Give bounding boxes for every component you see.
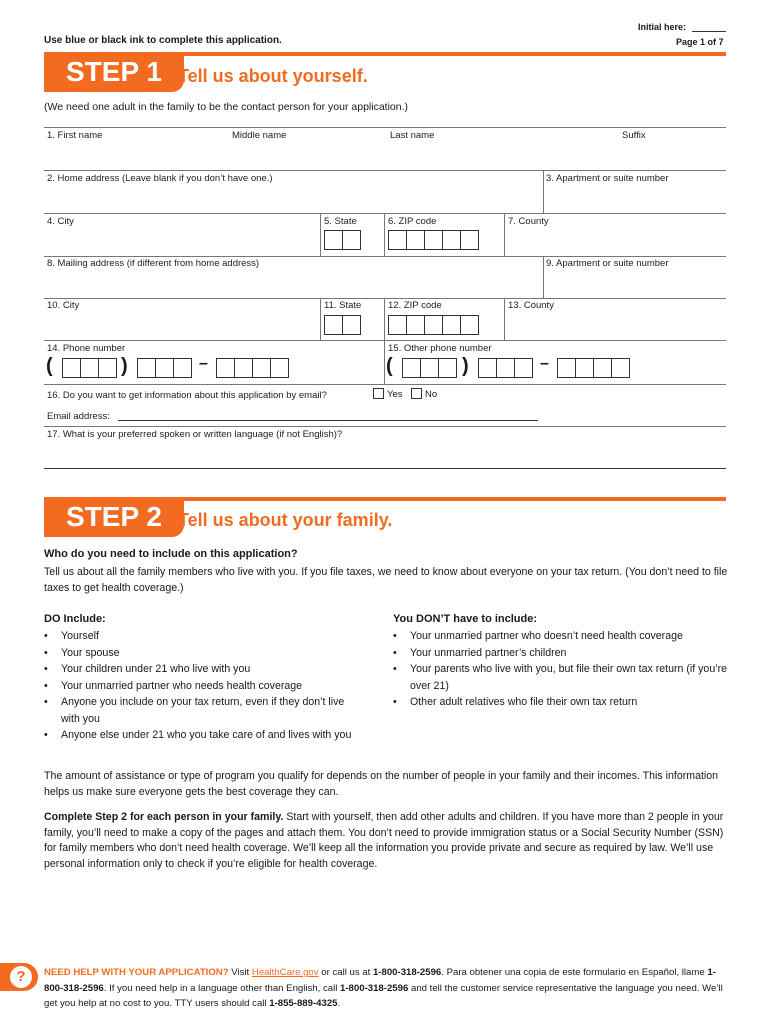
last-name-label: Last name xyxy=(390,130,435,141)
row5-div1 xyxy=(320,298,321,340)
zip-boxes-2[interactable] xyxy=(388,315,478,335)
help-visit: Visit xyxy=(228,967,252,978)
city-label-2: 10. City xyxy=(47,300,80,311)
complete-text xyxy=(44,810,734,872)
initial-line[interactable] xyxy=(692,31,726,32)
tty-phone: 1-855-889-4325 xyxy=(269,998,338,1009)
list-item: • Other adult relatives who file their own tax return xyxy=(393,694,733,711)
help-footer xyxy=(44,965,734,1012)
apt-label-1: 3. Apartment or suite number xyxy=(546,173,669,184)
complete-bold: Complete Step 2 for each person in your family. xyxy=(44,811,284,823)
state-label-1: 5. State xyxy=(324,216,357,227)
email-address-label: Email address: xyxy=(47,411,110,422)
row4-top xyxy=(44,256,726,257)
do-include-heading: DO Include: xyxy=(44,613,106,625)
list-item: • Your spouse xyxy=(44,645,354,662)
step2-title: Tell us about your family. xyxy=(178,510,393,530)
county-label-2: 13. County xyxy=(508,300,554,311)
other-phone-open-paren: ( xyxy=(386,355,393,377)
who-text: Tell us about all the family members who live with you. If you file taxes, we need to know about everyone on your tax return. (You don’t need to file taxes to get health coverage.) xyxy=(44,566,728,594)
row3-div1 xyxy=(320,213,321,256)
row3-div3 xyxy=(504,213,505,256)
row5-top xyxy=(44,298,726,299)
phone-close-paren: ) xyxy=(121,355,128,377)
apt-label-2: 9. Apartment or suite number xyxy=(546,258,669,269)
email-question: 16. Do you want to get information about this application by email? xyxy=(47,390,327,401)
row2-divider xyxy=(543,170,544,213)
county-label-1: 7. County xyxy=(508,216,549,227)
row5-div3 xyxy=(504,298,505,340)
page-number: Page 1 of 7 xyxy=(676,37,724,47)
phone-line-boxes[interactable] xyxy=(216,358,288,378)
state-boxes-1[interactable] xyxy=(324,230,360,250)
help-end: . xyxy=(337,998,341,1009)
no-checkbox[interactable] xyxy=(411,388,422,399)
step1-title: Tell us about yourself. xyxy=(178,66,368,86)
phone-prefix-boxes[interactable] xyxy=(137,358,191,378)
step2-tab: STEP 2 xyxy=(44,497,184,537)
zip-label-2: 12. ZIP code xyxy=(388,300,442,311)
state-boxes-2[interactable] xyxy=(324,315,360,335)
list-item: • Your unmarried partner who doesn’t need health coverage xyxy=(393,628,733,645)
no-label: No xyxy=(425,389,438,400)
list-item: • Your parents who live with you, but file their own tax return (if you’re over 21) xyxy=(393,661,733,694)
help-tell-rep: and tell the customer service representative the language you need. We’ll get you help at no cost to you. TTY users should call xyxy=(44,982,723,1009)
email-no-option[interactable] xyxy=(411,388,437,400)
other-phone-dash: – xyxy=(540,355,549,372)
row3-top xyxy=(44,213,726,214)
who-heading: Who do you need to include on this application? xyxy=(44,548,298,560)
phone-dash: – xyxy=(199,355,208,372)
mailing-address-label: 8. Mailing address (if different from home address) xyxy=(47,258,260,269)
initial-label: Initial here: xyxy=(638,22,687,32)
home-address-field[interactable] xyxy=(44,184,542,212)
row2-top xyxy=(44,170,726,171)
list-item: • Anyone else under 21 who you take care of and lives with you xyxy=(44,727,354,744)
other-phone-area-boxes[interactable] xyxy=(402,358,456,378)
row3-div2 xyxy=(384,213,385,256)
first-name-label: 1. First name xyxy=(47,130,103,141)
language-label: 17. What is your preferred spoken or written language (if not English)? xyxy=(47,429,343,440)
row1-top xyxy=(44,127,726,128)
step1-tab: STEP 1 xyxy=(44,52,184,92)
row6-div xyxy=(384,340,385,384)
row4-divider xyxy=(543,256,544,298)
name-field[interactable] xyxy=(44,140,726,170)
question-icon: ? xyxy=(10,966,32,988)
help-heading: NEED HELP WITH YOUR APPLICATION? xyxy=(44,967,229,978)
yes-checkbox[interactable] xyxy=(373,388,384,399)
language-field[interactable] xyxy=(44,468,726,469)
list-item: • Your unmarried partner’s children xyxy=(393,645,733,662)
state-label-2: 11. State xyxy=(324,300,362,311)
help-call: or call us at xyxy=(318,967,373,978)
healthcare-link[interactable]: HealthCare.gov xyxy=(251,967,319,978)
list-item: • Your unmarried partner who needs health coverage xyxy=(44,678,354,695)
complete-body: Start with yourself, then add other adults and children. If you have more than 2 people in your family, you’ll need to make a copy of the pages and attach them. You don’t need to provide immigration status or a Social Security Number (SSN) for family members who don’t need health coverage. We’ll keep all the information you provide private and secure as required by law. We’ll use personal information only to check if you’re eligible for health coverage. xyxy=(44,811,724,870)
row6-top xyxy=(44,340,726,341)
do-include-list xyxy=(44,628,354,744)
phone-2: 1-800-318-2596 xyxy=(44,967,716,994)
suffix-label: Suffix xyxy=(622,130,646,141)
phone-1: 1-800-318-2596 xyxy=(372,967,442,978)
phone-open-paren: ( xyxy=(46,355,53,377)
phone-label: 14. Phone number xyxy=(47,343,126,354)
ink-instruction: Use blue or black ink to complete this application. xyxy=(44,35,282,46)
list-item: • Anyone you include on your tax return, even if they don’t live with you xyxy=(44,694,354,727)
city-label-1: 4. City xyxy=(47,216,74,227)
other-phone-line-boxes[interactable] xyxy=(557,358,629,378)
step1-intro: (We need one adult in the family to be the contact person for your application.) xyxy=(44,101,409,113)
email-yes-option[interactable] xyxy=(373,388,403,400)
yes-label: Yes xyxy=(387,389,403,400)
list-item: • Your children under 21 who live with you xyxy=(44,661,354,678)
row7-top xyxy=(44,384,726,385)
help-other-lang: . If you need help in a language other than English, call xyxy=(103,982,341,994)
list-item: • Yourself xyxy=(44,628,354,645)
amount-text: The amount of assistance or type of program you qualify for depends on the number of people in your family and their incomes. This information helps us make sure everyone gets the best coverage they can. xyxy=(44,770,719,798)
middle-name-label: Middle name xyxy=(232,130,287,141)
row8-top xyxy=(44,426,726,427)
zip-boxes-1[interactable] xyxy=(388,230,478,250)
phone-area-boxes[interactable] xyxy=(62,358,116,378)
dont-include-list xyxy=(393,628,733,711)
other-phone-label: 15. Other phone number xyxy=(388,343,492,354)
home-address-label: 2. Home address (Leave blank if you don’t have one.) xyxy=(47,173,273,184)
mailing-address-field[interactable] xyxy=(44,270,542,297)
phone-3: 1-800-318-2596 xyxy=(340,982,409,994)
row5-div2 xyxy=(384,298,385,340)
other-phone-prefix-boxes[interactable] xyxy=(478,358,532,378)
email-address-field[interactable] xyxy=(118,420,538,421)
zip-label-1: 6. ZIP code xyxy=(388,216,437,227)
dont-include-heading: You DON’T have to include: xyxy=(393,613,538,625)
other-phone-close-paren: ) xyxy=(462,355,469,377)
help-spanish: . Para obtener una copia de este formulario en Español, llame xyxy=(441,967,708,978)
